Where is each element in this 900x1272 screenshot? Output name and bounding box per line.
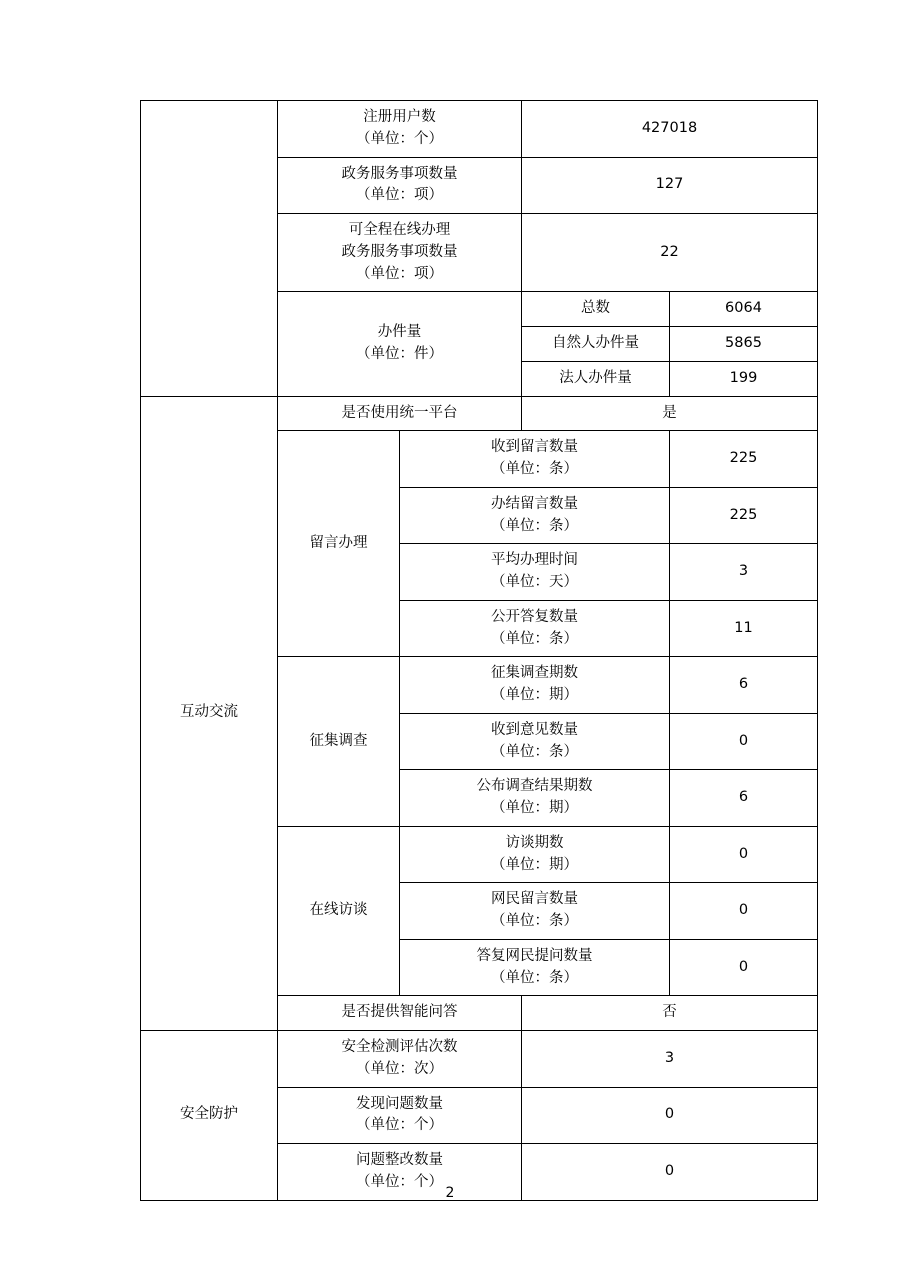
table-row: [141, 396, 818, 431]
category-interaction: 互动交流: [141, 396, 278, 1031]
value-handled-legal-person: 199: [670, 361, 818, 396]
value-interview-replies: 0: [670, 939, 818, 996]
value-smart-qa: 否: [522, 996, 818, 1031]
value-interview-periods: 0: [670, 826, 818, 883]
value-survey-periods: 6: [670, 657, 818, 714]
category-cell-blank: [141, 101, 278, 397]
item-online-interview: 在线访谈: [278, 826, 400, 996]
value-unified-platform: 是: [522, 396, 818, 431]
sub-message-completed: 办结留言数量 （单位：条）: [400, 487, 670, 544]
sub-survey-periods: 征集调查期数 （单位：期）: [400, 657, 670, 714]
value-message-public-reply: 11: [670, 600, 818, 657]
value-security-problems-fixed: 0: [522, 1144, 818, 1201]
value-handled-natural-person: 5865: [670, 327, 818, 362]
sub-message-avg-time: 平均办理时间 （单位：天）: [400, 544, 670, 601]
item-handled-volume: 办件量 （单位：件）: [278, 292, 522, 396]
sub-interview-replies: 答复网民提问数量 （单位：条）: [400, 939, 670, 996]
item-security-problems-fixed: 问题整改数量 （单位：个）: [278, 1144, 522, 1201]
sub-survey-opinions: 收到意见数量 （单位：条）: [400, 713, 670, 770]
value-interview-messages: 0: [670, 883, 818, 940]
sub-interview-periods: 访谈期数 （单位：期）: [400, 826, 670, 883]
value-message-received: 225: [670, 431, 818, 488]
item-unified-platform: 是否使用统一平台: [278, 396, 522, 431]
item-security-problems-found: 发现问题数量 （单位：个）: [278, 1087, 522, 1144]
annual-report-table: [140, 100, 818, 1201]
item-gov-service-items: 政务服务事项数量 （单位：项）: [278, 157, 522, 214]
table-row: [141, 101, 818, 158]
table-row: [141, 1031, 818, 1088]
page-number: 2: [445, 1185, 455, 1201]
value-security-problems-found: 0: [522, 1087, 818, 1144]
value-security-assessments: 3: [522, 1031, 818, 1088]
value-full-online-service-items: 22: [522, 214, 818, 292]
category-security: 安全防护: [141, 1031, 278, 1201]
value-gov-service-items: 127: [522, 157, 818, 214]
sub-handled-total: 总数: [522, 292, 670, 327]
item-survey: 征集调查: [278, 657, 400, 827]
item-security-assessments: 安全检测评估次数 （单位：次）: [278, 1031, 522, 1088]
item-message-handling: 留言办理: [278, 431, 400, 657]
sub-handled-legal-person: 法人办件量: [522, 361, 670, 396]
value-survey-opinions: 0: [670, 713, 818, 770]
item-registered-users: 注册用户数 （单位：个）: [278, 101, 522, 158]
sub-interview-messages: 网民留言数量 （单位：条）: [400, 883, 670, 940]
item-smart-qa: 是否提供智能问答: [278, 996, 522, 1031]
value-message-avg-time: 3: [670, 544, 818, 601]
sub-survey-results-published: 公布调查结果期数 （单位：期）: [400, 770, 670, 827]
value-survey-results-published: 6: [670, 770, 818, 827]
sub-message-public-reply: 公开答复数量 （单位：条）: [400, 600, 670, 657]
value-message-completed: 225: [670, 487, 818, 544]
sub-message-received: 收到留言数量 （单位：条）: [400, 431, 670, 488]
sub-handled-natural-person: 自然人办件量: [522, 327, 670, 362]
value-handled-total: 6064: [670, 292, 818, 327]
value-registered-users: 427018: [522, 101, 818, 158]
item-full-online-service-items: 可全程在线办理 政务服务事项数量 （单位：项）: [278, 214, 522, 292]
